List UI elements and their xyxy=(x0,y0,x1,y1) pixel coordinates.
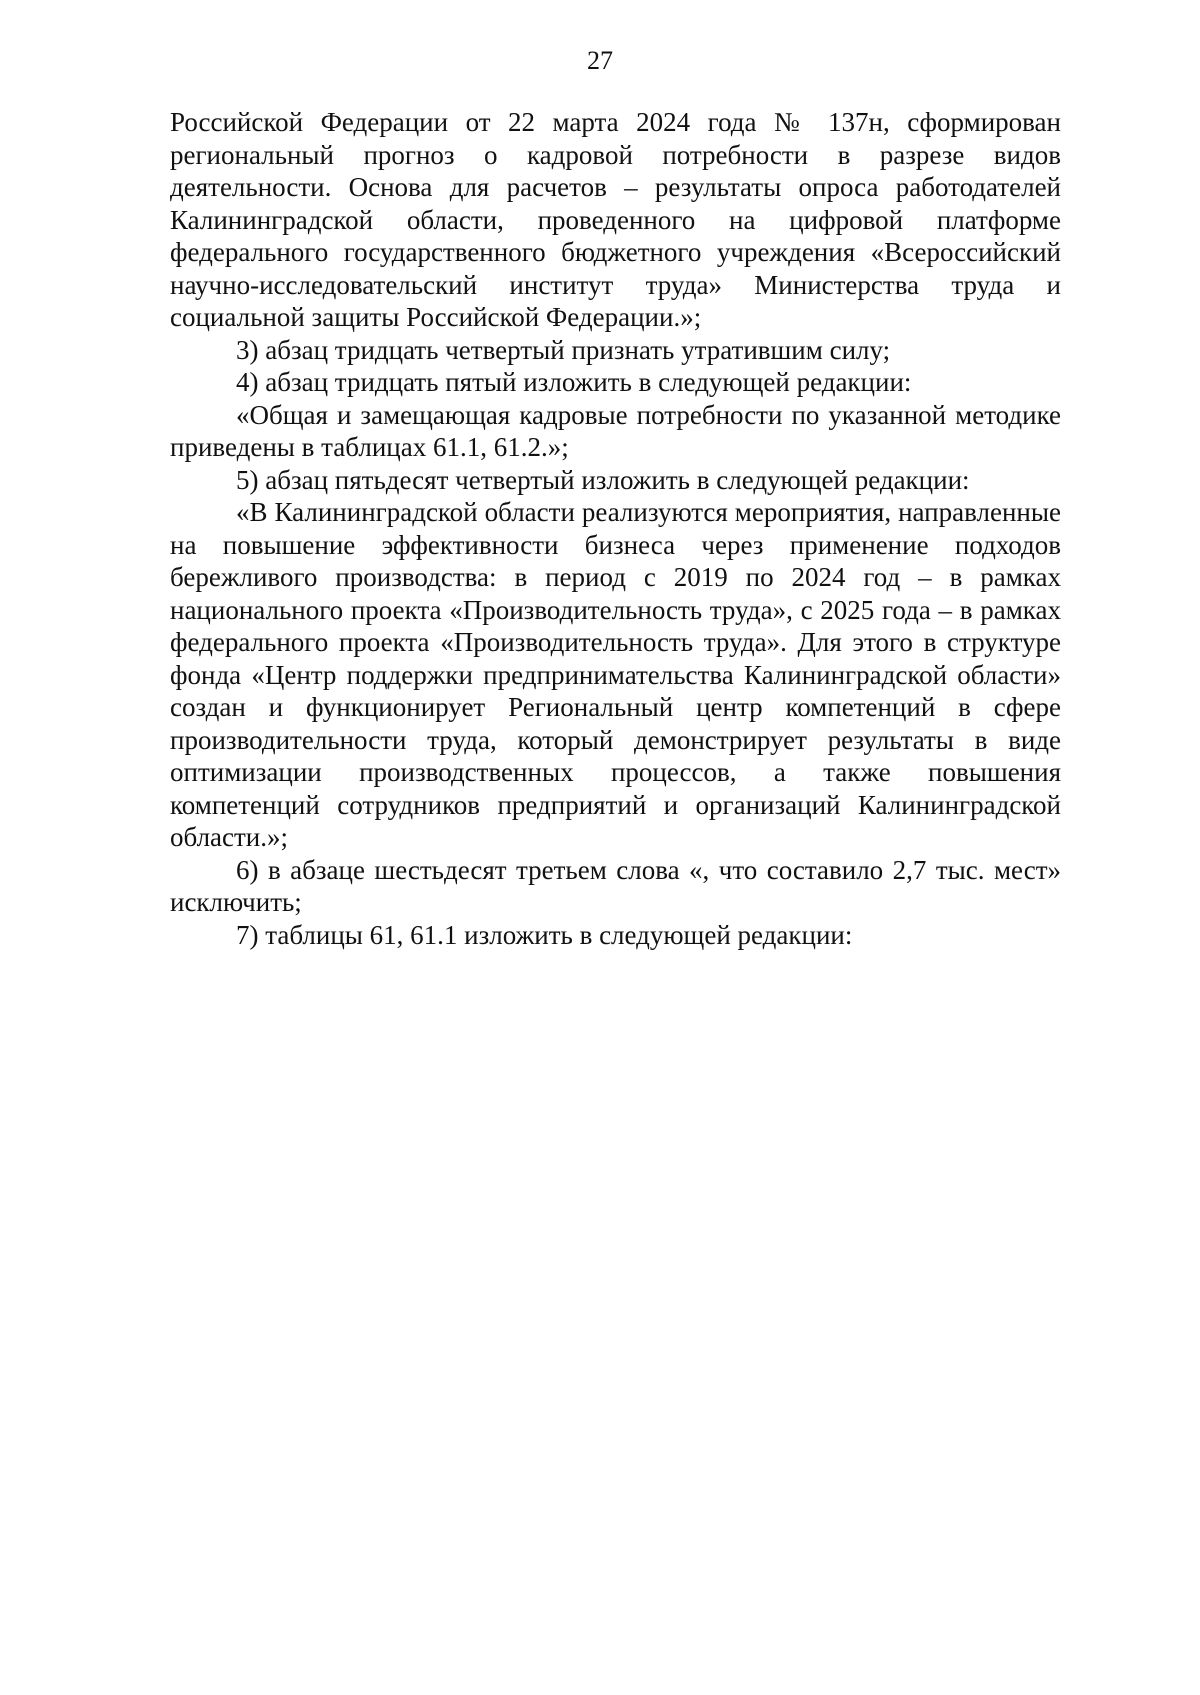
page-number: 27 xyxy=(587,46,613,75)
paragraph-item-7: 7) таблицы 61, 61.1 изложить в следующей редакции: xyxy=(236,919,853,950)
paragraph-item-3: 3) абзац тридцать четвертый признать утратившим силу; xyxy=(236,334,891,365)
paragraph-quote-tables: «Общая и замещающая кадровые потребности по указанной методике приведены в таблицах 61.1, 61.2.»; xyxy=(170,399,1061,462)
paragraph-continuation: Российской Федерации от 22 марта 2024 года № 137н, сформирован региональный прогноз о кадровой потребности в разрезе видов деятельности. Основа для расчетов – результаты опроса работодателей Калининградской области, проведенного на цифровой платформе федерального государственного бюджетного учреждения «Всероссийский научно-исследовательский институт труда» Министерства труда и социальной защиты Российской Федерации.»; xyxy=(170,107,1061,332)
document-body xyxy=(170,106,1061,951)
paragraph-item-6: 6) в абзаце шестьдесят третьем слова «, что составило 2,7 тыс. мест» исключить; xyxy=(170,854,1061,917)
paragraph-item-5: 5) абзац пятьдесят четвертый изложить в следующей редакции: xyxy=(236,464,970,495)
paragraph-quote-lean-production: «В Калининградской области реализуются мероприятия, направленные на повышение эффективности бизнеса через применение подходов бережливого производства: в период с 2019 по 2024 год – в рамках национального проекта «Производительность труда», с 2025 года – в рамках федерального проекта «Производительность труда». Для этого в структуре фонда «Центр поддержки предпринимательства Калининградской области» создан и функционирует Региональный центр компетенций в сфере производительности труда, который демонстрирует результаты в виде оптимизации производственных процессов, а также повышения компетенций сотрудников предприятий и организаций Калининградской области.»; xyxy=(170,497,1061,852)
paragraph-item-4: 4) абзац тридцать пятый изложить в следующей редакции: xyxy=(236,367,912,397)
